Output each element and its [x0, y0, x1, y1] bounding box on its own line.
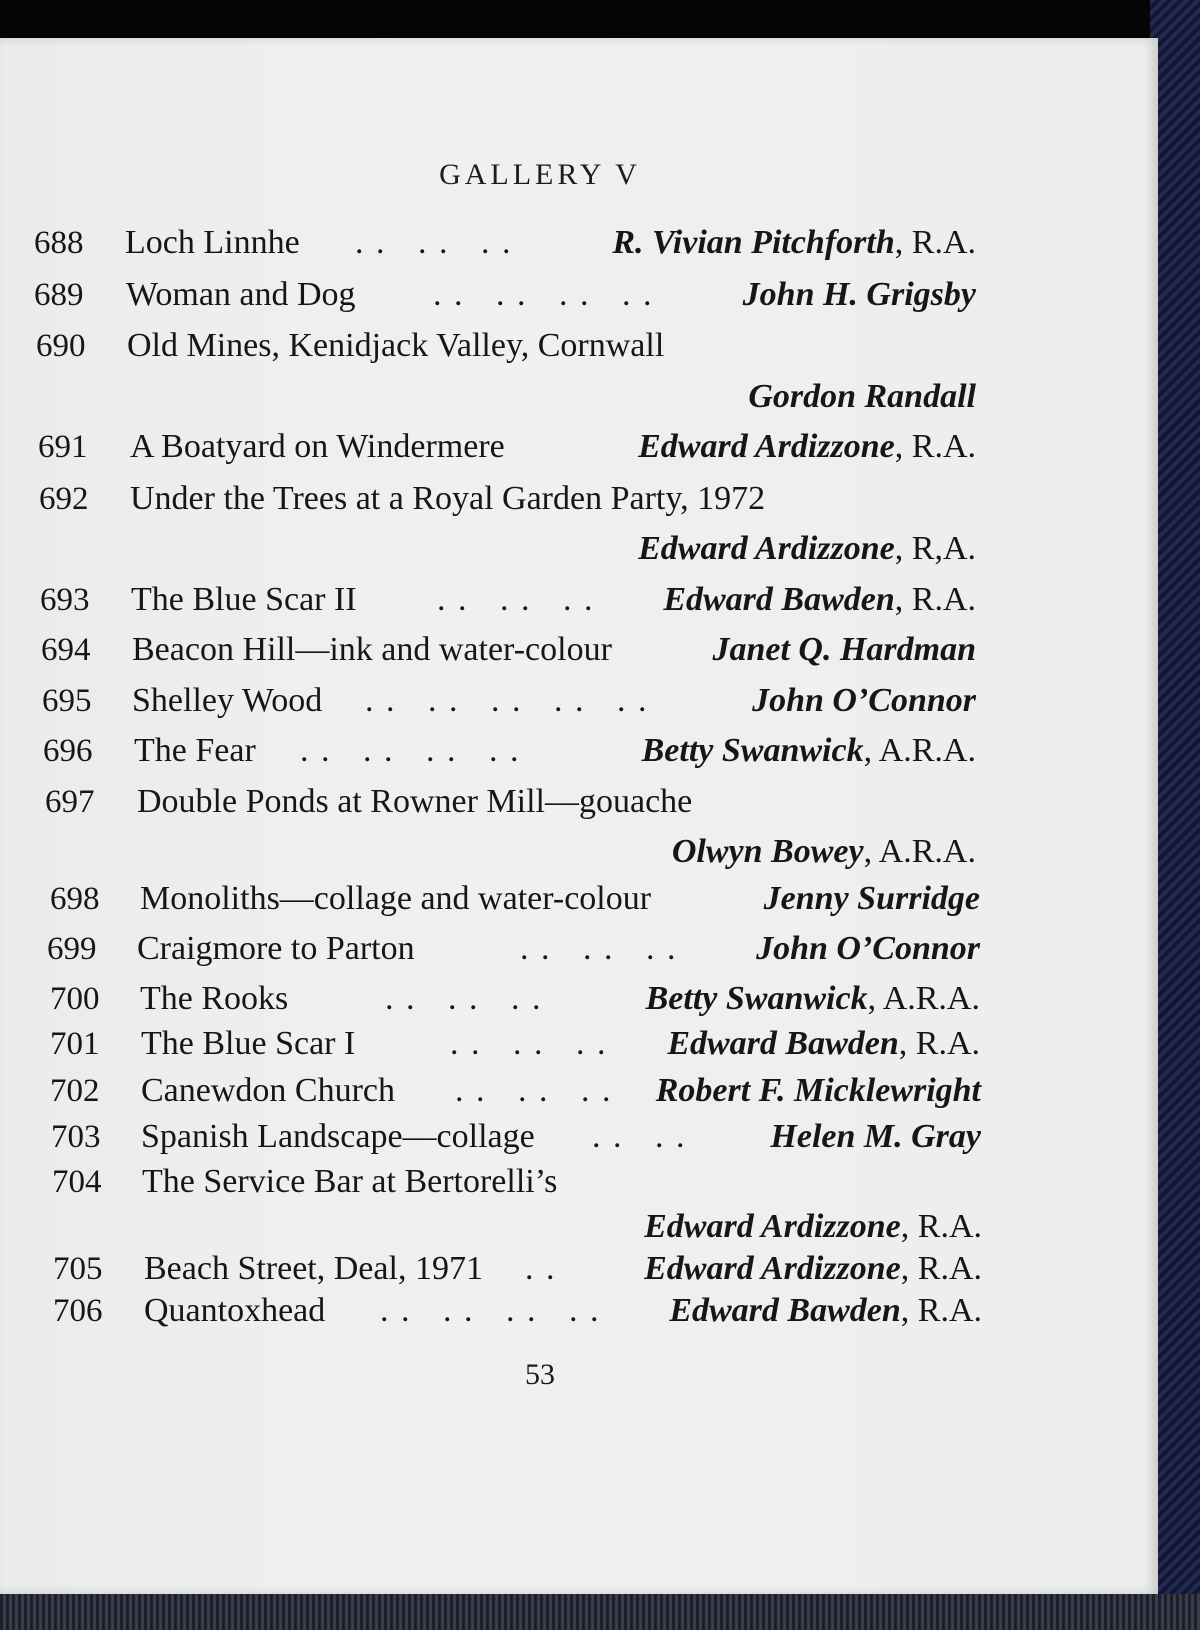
entry-number: 700 — [50, 981, 100, 1017]
artist-honours: , R.A. — [900, 1292, 982, 1329]
entry-artist — [638, 426, 976, 468]
entry-number: 695 — [42, 683, 92, 719]
entry-artist — [672, 831, 976, 873]
entry-artist — [669, 1290, 982, 1332]
artist-honours: , R.A. — [894, 428, 976, 465]
artist-name: Betty Swanwick — [641, 732, 864, 769]
catalogue-entry — [0, 1161, 1158, 1203]
entry-artist — [642, 730, 976, 772]
entry-title: Loch Linnhe — [125, 224, 300, 261]
catalogue-entry — [0, 1290, 1158, 1332]
artist-honours: , A.R.A. — [867, 980, 980, 1017]
entry-artist — [663, 579, 976, 621]
leader-dots: . . . . . . . . . . — [365, 682, 649, 719]
artist-name: Robert F. Micklewright — [655, 1072, 981, 1109]
entry-number: 689 — [34, 277, 84, 313]
artist-honours: , R.A. — [900, 1208, 982, 1245]
artist-name: John O’Connor — [756, 930, 980, 967]
entry-title: Old Mines, Kenidjack Valley, Cornwall — [127, 327, 665, 364]
entry-artist — [764, 878, 980, 920]
gallery-heading: GALLERY V — [439, 158, 641, 191]
entry-number: 698 — [50, 881, 100, 917]
catalogue-entry — [0, 222, 1158, 264]
entry-title: Double Ponds at Rowner Mill—gouache — [137, 783, 693, 820]
artist-name: Edward Ardizzone — [644, 1250, 901, 1287]
entry-title: Beach Street, Deal, 1971 — [144, 1250, 483, 1287]
catalogue-entry — [0, 978, 1158, 1020]
artist-name: Edward Ardizzone — [638, 530, 895, 567]
artist-name: Edward Ardizzone — [638, 428, 895, 465]
entry-number: 699 — [47, 931, 97, 967]
leader-dots: . . . . . . . . — [433, 276, 654, 313]
artist-honours: , R.A. — [900, 1250, 982, 1287]
entry-title: Spanish Landscape—collage — [141, 1118, 535, 1155]
entry-number: 705 — [53, 1251, 103, 1287]
entry-number: 694 — [41, 632, 91, 668]
artist-honours: , R.A. — [898, 1025, 980, 1062]
entry-number: 691 — [38, 429, 88, 465]
entry-number: 688 — [34, 225, 84, 261]
catalogue-entry — [0, 629, 1158, 671]
catalogue-entry — [0, 1206, 1158, 1248]
artist-name: R. Vivian Pitchforth — [612, 224, 895, 261]
artist-name: Jenny Surridge — [763, 880, 980, 917]
catalogue-entry — [0, 1116, 1158, 1158]
catalogue-entry — [0, 274, 1158, 316]
catalogue-entry — [0, 680, 1158, 722]
entry-number: 703 — [51, 1119, 101, 1155]
entry-title: Beacon Hill—ink and water-colour — [132, 631, 612, 668]
leader-dots: . . . . . . — [520, 930, 678, 967]
entry-title: Woman and Dog — [126, 276, 356, 313]
entry-title: The Fear — [134, 732, 256, 769]
entry-title: Shelley Wood — [132, 682, 323, 719]
catalogue-entry — [0, 730, 1158, 772]
entry-number: 692 — [39, 481, 89, 517]
page-number: 53 — [525, 1358, 555, 1391]
artist-name: Gordon Randall — [748, 378, 976, 415]
artist-name: Olwyn Bowey — [671, 833, 864, 870]
entry-title: The Service Bar at Bertorelli’s — [142, 1163, 558, 1200]
entry-artist — [743, 274, 976, 316]
artist-name: Helen M. Gray — [770, 1118, 981, 1155]
entry-artist — [756, 928, 980, 970]
artist-honours: , R.A. — [894, 224, 976, 261]
catalogue-entry — [0, 325, 1158, 367]
catalogue-entry — [0, 478, 1158, 520]
entry-number: 697 — [45, 784, 95, 820]
catalogue-entry — [0, 528, 1158, 570]
entry-number: 696 — [43, 733, 93, 769]
leader-dots: . . . . . . . . — [300, 732, 521, 769]
artist-name: Edward Bawden — [663, 581, 895, 618]
entry-artist — [656, 1070, 981, 1112]
entry-title: Craigmore to Parton — [137, 930, 415, 967]
entry-artist — [644, 1248, 982, 1290]
entry-artist — [712, 629, 976, 671]
catalogue-entry — [0, 426, 1158, 468]
entry-number: 704 — [52, 1164, 102, 1200]
artist-honours: , R.A. — [894, 581, 976, 618]
leader-dots: . . . . . . — [385, 980, 543, 1017]
entry-title: The Blue Scar I — [141, 1025, 356, 1062]
artist-name: Janet Q. Hardman — [712, 631, 976, 668]
catalogue-entry — [0, 878, 1158, 920]
entry-title: The Blue Scar II — [131, 581, 357, 618]
catalogue-entry — [0, 376, 1158, 418]
entry-artist — [646, 978, 980, 1020]
entry-number: 706 — [53, 1293, 103, 1329]
artist-name: John O’Connor — [752, 682, 976, 719]
artist-honours: , A.R.A. — [863, 732, 976, 769]
catalogue-entry — [0, 1248, 1158, 1290]
leader-dots: . . . . . . — [437, 581, 595, 618]
entry-artist — [748, 376, 976, 418]
entry-artist — [770, 1116, 981, 1158]
leader-dots: . . . . — [592, 1118, 687, 1155]
leader-dots: . . . . . . — [450, 1025, 608, 1062]
catalogue-entry — [0, 1070, 1158, 1112]
bottom-cover-band — [0, 1594, 1200, 1630]
catalogue-entry — [0, 781, 1158, 823]
catalogue-entry — [0, 928, 1158, 970]
entry-artist — [667, 1023, 980, 1065]
entry-number: 693 — [40, 582, 90, 618]
artist-name: Betty Swanwick — [645, 980, 868, 1017]
artist-name: Edward Bawden — [669, 1292, 901, 1329]
entry-number: 702 — [50, 1073, 100, 1109]
artist-honours: , R,A. — [894, 530, 976, 567]
entry-title: Canewdon Church — [141, 1072, 396, 1109]
leader-dots: . . . . . . — [355, 224, 513, 261]
artist-honours: , A.R.A. — [863, 833, 976, 870]
entry-title: Quantoxhead — [144, 1292, 326, 1329]
catalogue-entry — [0, 831, 1158, 873]
entry-artist — [752, 680, 976, 722]
top-dark-band — [0, 0, 1200, 38]
leader-dots: . . — [525, 1250, 557, 1287]
leader-dots: . . . . . . . . — [380, 1292, 601, 1329]
catalogue-page — [0, 38, 1158, 1594]
entry-title: A Boatyard on Windermere — [130, 428, 505, 465]
artist-name: Edward Bawden — [667, 1025, 899, 1062]
leader-dots: . . . . . . — [455, 1072, 613, 1109]
catalogue-entry — [0, 1023, 1158, 1065]
entry-artist — [612, 222, 976, 264]
entry-artist — [638, 528, 976, 570]
entry-title: Monoliths—collage and water-colour — [140, 880, 652, 917]
entry-title: Under the Trees at a Royal Garden Party, 1972 — [130, 480, 766, 517]
entry-title: The Rooks — [140, 980, 289, 1017]
entry-artist — [644, 1206, 982, 1248]
artist-name: Edward Ardizzone — [644, 1208, 901, 1245]
catalogue-entry — [0, 579, 1158, 621]
artist-name: John H. Grigsby — [742, 276, 976, 313]
entry-number: 690 — [36, 328, 86, 364]
entry-number: 701 — [50, 1026, 100, 1062]
